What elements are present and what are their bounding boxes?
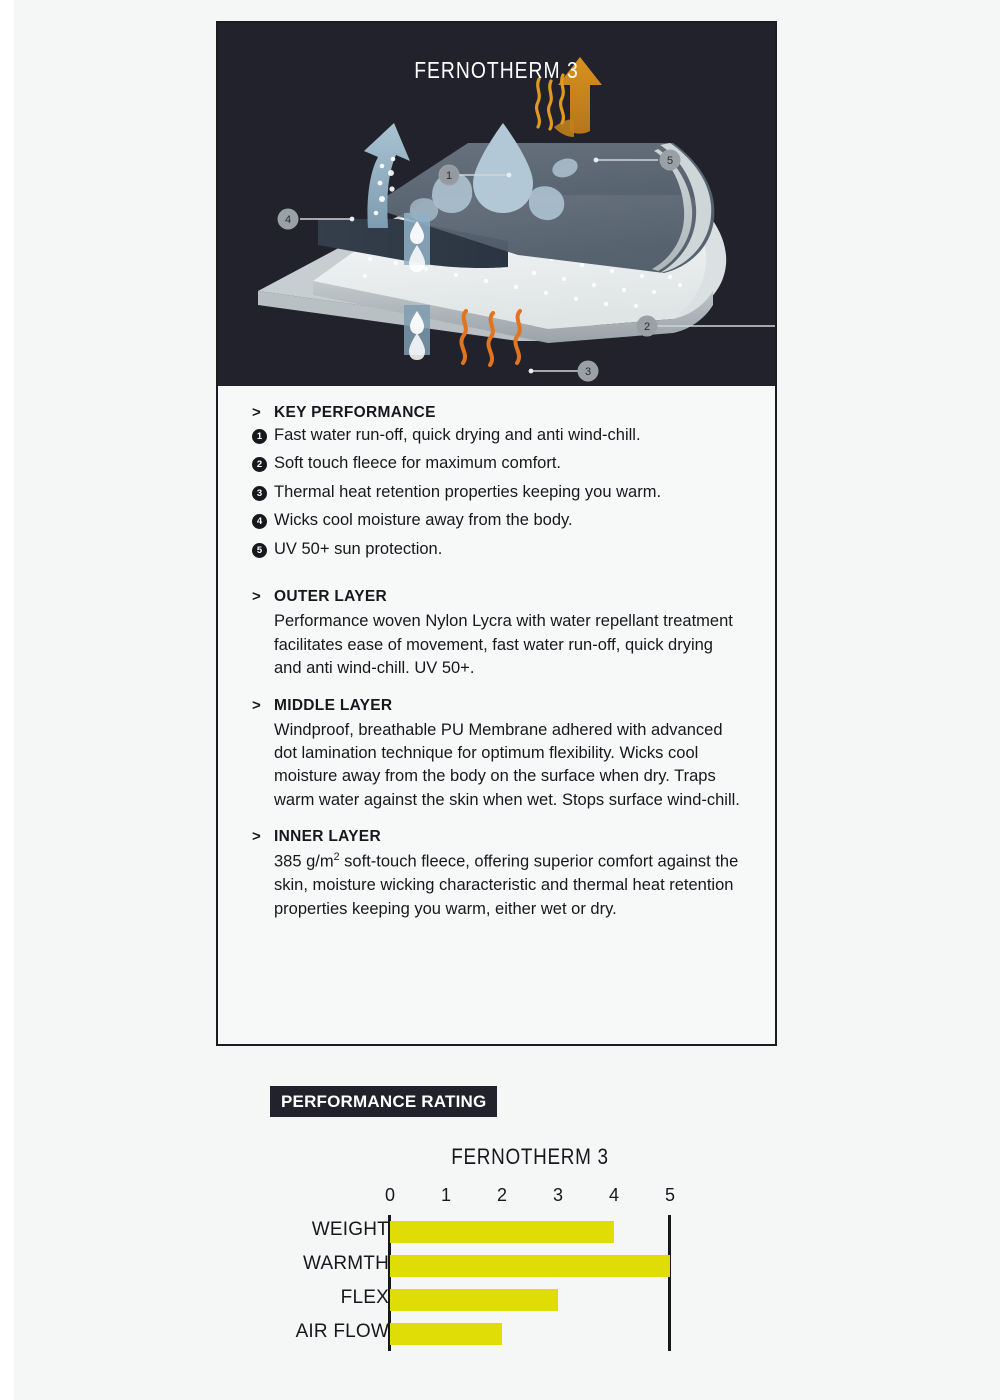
key-performance-heading <box>252 404 745 422</box>
list-item-text: Fast water run-off, quick drying and anti wind-chill. <box>274 426 641 444</box>
bar-label-airflow: AIR FLOW <box>295 1321 389 1342</box>
list-item <box>252 426 745 445</box>
x-tick-1: 1 <box>440 1185 451 1205</box>
chart-bars <box>255 1215 715 1351</box>
key-performance-list <box>252 426 745 559</box>
chevron-right-icon: > <box>252 588 261 606</box>
inner-layer-weight-value: 385 g/m <box>274 852 334 871</box>
bar-label-warmth: WARMTH <box>303 1253 389 1274</box>
product-card <box>216 21 777 1046</box>
outer-layer-block <box>252 588 745 680</box>
chevron-right-icon: > <box>252 404 261 421</box>
bullet-number-4: 4 <box>252 511 274 529</box>
svg-text:3: 3 <box>584 366 592 378</box>
callout-3 <box>529 361 599 382</box>
list-item <box>252 540 745 559</box>
chart-title: FERNOTHERM 3 <box>451 1144 609 1169</box>
middle-layer-heading <box>252 697 745 715</box>
product-diagram-panel <box>218 23 775 386</box>
chevron-right-icon: > <box>252 828 261 846</box>
bullet-number-1: 1 <box>252 426 274 444</box>
list-item <box>252 454 745 473</box>
bullet-number-3: 3 <box>252 483 274 501</box>
bar-row-weight <box>255 1215 715 1249</box>
bar-row-warmth <box>255 1249 715 1283</box>
inner-layer-text <box>274 850 745 921</box>
bullet-number-2: 2 <box>252 454 274 472</box>
bar-fill-airflow <box>390 1323 502 1345</box>
svg-text:2: 2 <box>643 321 651 333</box>
bullet-number-5: 5 <box>252 540 274 558</box>
key-performance-label: KEY PERFORMANCE <box>274 404 436 421</box>
list-item <box>252 511 745 530</box>
x-tick-3: 3 <box>552 1185 563 1205</box>
bar-row-flex <box>255 1283 715 1317</box>
chevron-right-icon: > <box>252 696 261 714</box>
inner-layer-weight-unit-exponent: 2 <box>333 851 340 864</box>
outer-layer-label: OUTER LAYER <box>274 588 387 606</box>
list-item-text: Thermal heat retention properties keeping you warm. <box>274 482 662 501</box>
middle-layer-text: Windproof, breathable PU Membrane adhered with advanced dot lamination technique for optimum flexibility. Wicks cool moisture away from the body on the surface when dry. Traps warm water against the skin when wet. Stops surface wind-chill. <box>274 720 740 809</box>
x-tick-5: 5 <box>664 1185 675 1205</box>
inner-layer-heading <box>252 828 745 846</box>
bar-row-airflow <box>255 1317 715 1351</box>
list-item-text: Wicks cool moisture away from the body. <box>274 511 573 530</box>
middle-layer-label: MIDDLE LAYER <box>274 696 393 714</box>
outer-layer-heading <box>252 588 745 606</box>
list-item-text: Soft touch fleece for maximum comfort. <box>274 454 562 473</box>
bar-label-flex: FLEX <box>340 1287 389 1308</box>
bar-label-weight: WEIGHT <box>311 1219 389 1240</box>
bar-fill-weight <box>390 1221 614 1243</box>
chart-x-axis-ticks <box>255 1185 715 1211</box>
inner-layer-description: soft-touch fleece, offering superior comfort against the skin, moisture wicking characteristic and thermal heat retention properties keeping you warm, either wet or dry. <box>274 852 739 918</box>
inner-layer-label: INNER LAYER <box>274 828 381 846</box>
list-item <box>252 483 745 502</box>
list-item-text: UV 50+ sun protection. <box>274 539 443 558</box>
bar-fill-warmth <box>390 1255 670 1277</box>
outer-layer-text: Performance woven Nylon Lycra with water repellant treatment facilitates ease of movement, fast water run-off, quick drying and anti wind-chill. UV 50+. <box>274 612 733 678</box>
middle-layer-block <box>252 697 745 813</box>
svg-text:1: 1 <box>445 170 453 182</box>
performance-rating-chart <box>255 1185 715 1355</box>
svg-text:4: 4 <box>284 214 292 226</box>
product-title: FERNOTHERM 3 <box>414 57 579 83</box>
x-tick-0: 0 <box>384 1185 395 1205</box>
inner-layer-block <box>252 828 745 921</box>
product-spec-body <box>218 386 775 921</box>
callout-2-badge <box>637 316 658 337</box>
x-tick-2: 2 <box>496 1185 507 1205</box>
left-gutter <box>0 0 14 1400</box>
x-tick-4: 4 <box>608 1185 619 1205</box>
svg-text:5: 5 <box>666 155 674 167</box>
performance-rating-badge: PERFORMANCE RATING <box>270 1086 497 1117</box>
bar-fill-flex <box>390 1289 558 1311</box>
